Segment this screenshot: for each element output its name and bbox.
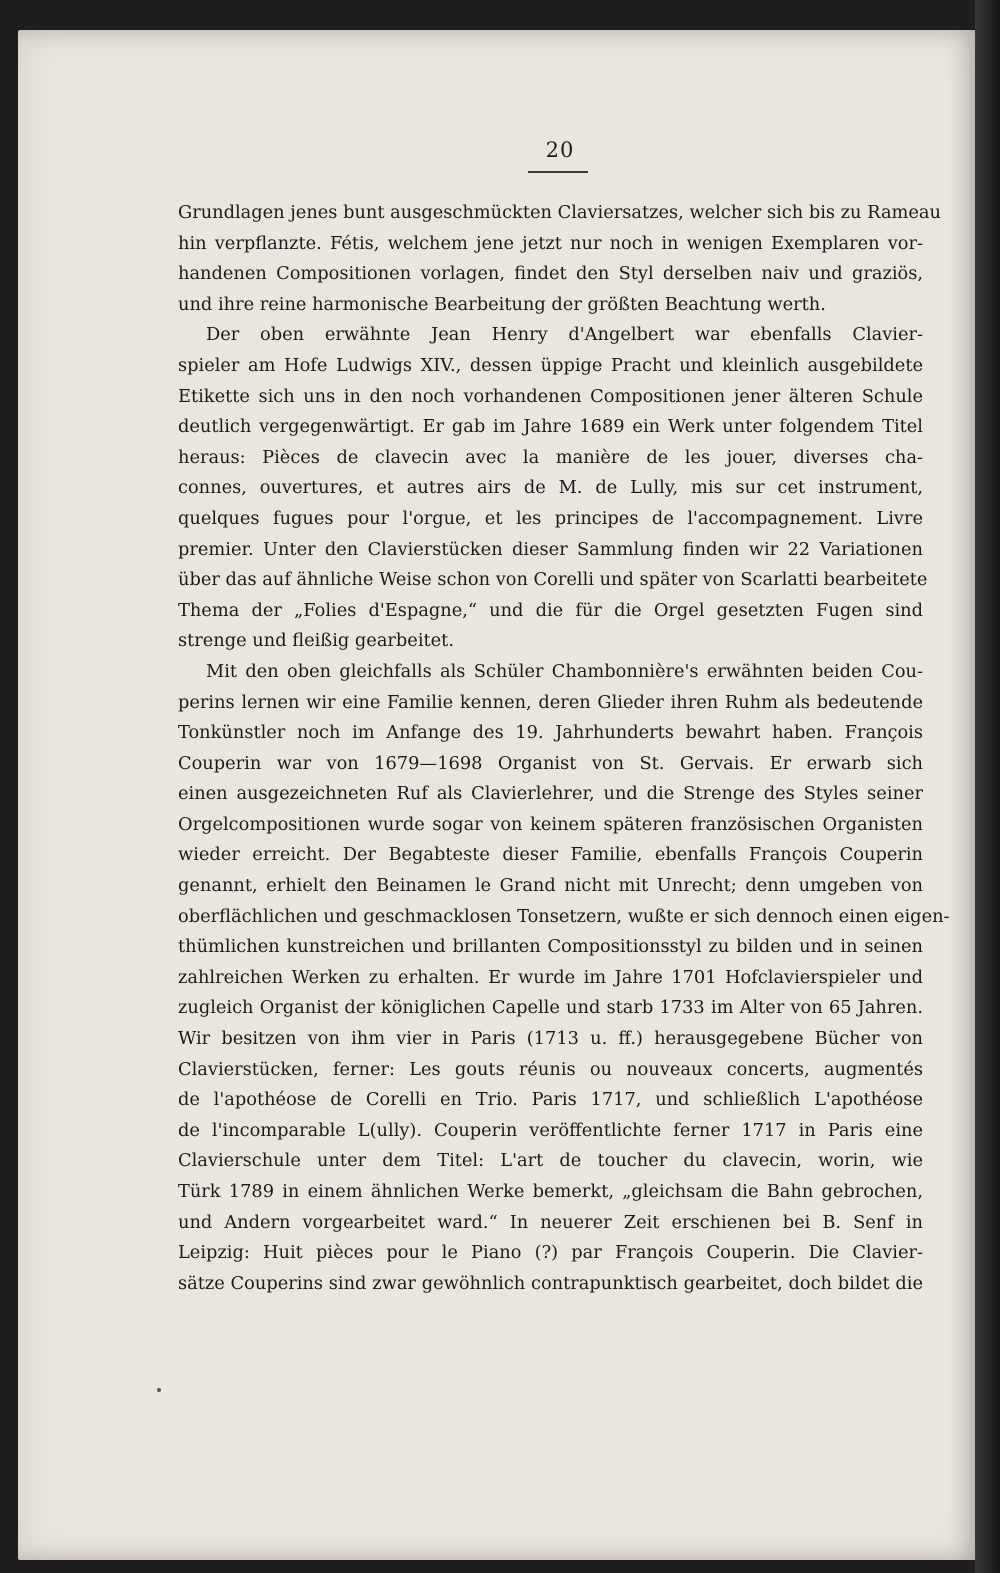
- text-line: hin verpflanzte. Fétis, welchem jene jetzt nur noch in wenigen Exemplaren vor-: [178, 232, 923, 254]
- text-line: spieler am Hofe Ludwigs XIV., dessen üppige Pracht und kleinlich ausgebildete: [178, 354, 923, 376]
- text-line: zugleich Organist der königlichen Capelle und starb 1733 im Alter von 65 Jahren.: [178, 997, 923, 1019]
- text-line: Clavierschule unter dem Titel: L'art de toucher du clavecin, worin, wie: [178, 1150, 923, 1172]
- book-spine-edge: [975, 0, 1000, 1573]
- text-line: sätze Couperins sind zwar gewöhnlich contrapunktisch gearbeitet, doch bildet die: [178, 1272, 923, 1294]
- paragraph-2: [178, 320, 928, 657]
- text-line: wieder erreicht. Der Begabteste dieser Familie, ebenfalls François Couperin: [178, 844, 923, 866]
- text-line: Grundlagen jenes bunt ausgeschmückten Claviersatzes, welcher sich bis zu Rameau: [178, 202, 941, 223]
- text-line: premier. Unter den Clavierstücken dieser Sammlung finden wir 22 Variationen: [178, 538, 923, 560]
- text-line: perins lernen wir eine Familie kennen, deren Glieder ihren Ruhm als bedeutende: [178, 691, 923, 713]
- text-line: deutlich vergegenwärtigt. Er gab im Jahre 1689 ein Werk unter folgendem Titel: [178, 416, 923, 438]
- text-line: Etikette sich uns in den noch vorhandenen Compositionen jener älteren Schule: [178, 385, 923, 407]
- page-number: 20: [545, 138, 575, 162]
- text-line: Couperin war von 1679—1698 Organist von St. Gervais. Er erwarb sich: [178, 752, 923, 774]
- paragraph-3: [178, 657, 950, 1299]
- text-line: handenen Compositionen vorlagen, findet den Styl derselben naiv und graziös,: [178, 263, 923, 285]
- ink-speck: [157, 1388, 161, 1392]
- text-line: einen ausgezeichneten Ruf als Clavierlehrer, und die Strenge des Styles seiner: [178, 783, 923, 805]
- text-line: zahlreichen Werken zu erhalten. Er wurde im Jahre 1701 Hofclavierspieler und: [178, 966, 923, 988]
- text-line: strenge und fleißig gearbeitet.: [178, 630, 454, 652]
- text-line: und Andern vorgearbeitet ward.“ In neuerer Zeit erschienen bei B. Senf in: [178, 1211, 923, 1233]
- text-line: Tonkünstler noch im Anfange des 19. Jahrhunderts bewahrt haben. François: [178, 722, 923, 744]
- text-line: Mit den oben gleichfalls als Schüler Chambonnière's erwähnten beiden Cou-: [206, 660, 923, 682]
- text-line: thümlichen kunstreichen und brillanten Compositionsstyl zu bilden und in seinen: [178, 936, 923, 958]
- text-line: genannt, erhielt den Beinamen le Grand nicht mit Unrecht; denn umgeben von: [178, 875, 923, 897]
- page-number-rule: [528, 171, 588, 173]
- text-line: Thema der „Folies d'Espagne,“ und die für die Orgel gesetzten Fugen sind: [178, 599, 923, 621]
- text-line: Orgelcompositionen wurde sogar von keinem späteren französischen Organisten: [178, 813, 923, 835]
- body-text: [178, 198, 950, 1299]
- text-line: connes, ouvertures, et autres airs de M. de Lully, mis sur cet instrument,: [178, 477, 923, 499]
- text-line: oberflächlichen und geschmacklosen Tonsetzern, wußte er sich dennoch einen eigen-: [178, 905, 950, 927]
- paragraph-1: [178, 198, 941, 320]
- text-line: quelques fugues pour l'orgue, et les principes de l'accompagnement. Livre: [178, 507, 923, 529]
- text-line: und ihre reine harmonische Bearbeitung der größten Beachtung werth.: [178, 293, 826, 315]
- text-line: Clavierstücken, ferner: Les gouts réunis ou nouveaux concerts, augmentés: [178, 1058, 923, 1080]
- text-line: Wir besitzen von ihm vier in Paris (1713 u. ff.) herausgegebene Bücher von: [178, 1028, 923, 1050]
- text-line: über das auf ähnliche Weise schon von Corelli und später von Scarlatti bearbeitete: [178, 569, 928, 591]
- text-line: Der oben erwähnte Jean Henry d'Angelbert war ebenfalls Clavier-: [206, 324, 923, 346]
- text-line: de l'incomparable L(ully). Couperin veröffentlichte ferner 1717 in Paris eine: [178, 1119, 923, 1141]
- text-line: Türk 1789 in einem ähnlichen Werke bemerkt, „gleichsam die Bahn gebrochen,: [178, 1181, 923, 1202]
- text-line: de l'apothéose de Corelli en Trio. Paris 1717, und schließlich L'apothéose: [178, 1089, 923, 1111]
- text-line: heraus: Pièces de clavecin avec la manière de les jouer, diverses cha-: [178, 446, 923, 468]
- text-line: Leipzig: Huit pièces pour le Piano (?) par François Couperin. Die Clavier-: [178, 1242, 923, 1264]
